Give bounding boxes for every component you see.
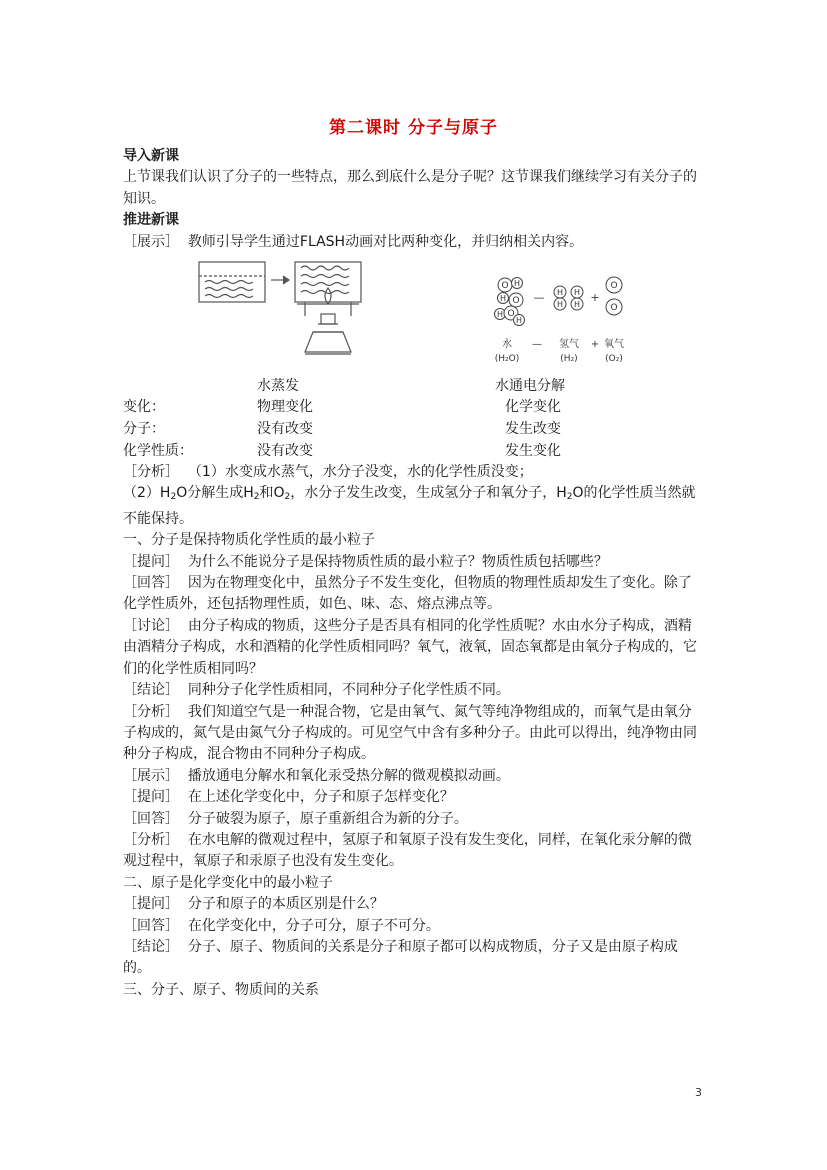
analysis-line-1: （1）水变成水蒸气，水分子没变，水的化学性质没变； [187, 464, 533, 481]
formula-o: O [572, 485, 584, 502]
row-value: 发生改变 [505, 421, 561, 438]
atom-label: O [610, 303, 618, 314]
paragraph [123, 916, 705, 937]
paragraph [123, 573, 705, 616]
paragraph-tag: ［回答］ [123, 810, 179, 827]
analysis-text: 分解生成 [187, 485, 244, 502]
atom-label: H [556, 288, 564, 298]
comparison-row [123, 419, 705, 440]
paragraph [123, 894, 705, 915]
atom-label: H [573, 288, 581, 298]
analysis-line-2 [123, 483, 705, 530]
paragraph-tag: ［结论］ [123, 682, 179, 699]
formula-sub: 2 [284, 492, 291, 503]
comparison-row [123, 441, 705, 462]
paragraph-text: 为什么不能说分子是保持物质性质的最小粒子？物质性质包括哪些？ [187, 553, 608, 570]
intro-heading: 导入新课 [123, 148, 179, 164]
page-title: 第二课时 分子与原子 [329, 118, 498, 138]
hydrogen-label: 氢气 [559, 339, 579, 351]
column-header: 水通电分解 [495, 378, 565, 395]
paragraph [123, 702, 705, 766]
alcohol-lamp [305, 332, 351, 352]
formula-sub: 2 [170, 492, 177, 503]
water-formula: (H₂O) [494, 354, 520, 365]
row-label: 变化： [123, 399, 165, 416]
row-value: 化学变化 [505, 399, 561, 416]
intro-text: 上节课我们认识了分子的一些特点，那么到底什么是分子呢？这节课我们继续学习有关分子的知识。 [123, 169, 697, 207]
left-beaker [199, 262, 265, 302]
paragraph [123, 552, 705, 573]
row-value: 发生变化 [505, 443, 561, 460]
evaporation-figure [193, 256, 393, 374]
paragraph [123, 616, 705, 680]
oxygen-formula: (O₂) [605, 354, 623, 365]
atom-label: H [496, 310, 504, 320]
paragraph [123, 830, 705, 873]
page-number: 3 [695, 1086, 702, 1099]
paragraph [123, 680, 705, 701]
section-heading-1: 一、分子是保持物质化学性质的最小粒子 [123, 532, 375, 549]
row-value: 没有改变 [257, 443, 313, 460]
formula-sub: 2 [253, 492, 260, 503]
section-heading-3: 三、分子、原子、物质间的关系 [123, 981, 319, 998]
paragraph-tag: ［提问］ [123, 789, 179, 806]
paragraph-tag: ［分析］ [123, 831, 179, 848]
paragraph-text: 因为在物理变化中，虽然分子不发生变化，但物质的物理性质却发生了变化。除了化学性质外，还包括物理性质，如色、味、态、熔点沸点等。 [123, 575, 692, 613]
atom-label: H [499, 294, 507, 304]
water-label: 水 [502, 339, 512, 351]
paragraph-tag: ［展示］ [123, 233, 179, 250]
paragraph-text: 分子、原子、物质间的关系是分子和原子都可以构成物质，分子又是由原子构成的。 [123, 938, 678, 977]
lesson-heading: 推进新课 [123, 212, 179, 229]
paragraph-text: 教师引导学生通过FLASH动画对比两种变化，并归纳相关内容。 [187, 233, 584, 250]
display-paragraph [123, 232, 705, 253]
paragraph-tag: ［提问］ [123, 896, 179, 913]
paragraph-text: 我们知道空气是一种混合物，它是由氧气、氮气等纯净物组成的，而氧气是由氧分子构成的，氮气是由氮气分子构成的。可见空气中含有多种分子。由此可以得出，纯净物由同种分子构成，混合物由不同种分子构成。 [123, 703, 697, 763]
paragraph-tag: ［讨论］ [123, 617, 179, 634]
paragraph-text: 分子破裂为原子，原子重新组合为新的分子。 [187, 810, 468, 827]
paragraph-tag: ［回答］ [123, 917, 179, 934]
analysis-paragraph [123, 462, 705, 483]
analysis-text: 的化学性质当然就不能保持。 [123, 485, 696, 527]
comparison-header-row [123, 376, 705, 397]
paragraph-text: 分子和原子的本质区别是什么？ [187, 896, 384, 913]
row-value: 没有改变 [257, 421, 313, 438]
hydrogen-formula: (H₂) [560, 354, 578, 365]
row-label: 分子： [123, 421, 165, 438]
comparison-row [123, 397, 705, 418]
paragraph-text: 由分子构成的物质，这些分子是否具有相同的化学性质呢？水由水分子构成，酒精由酒精分子构成，水和酒精的化学性质相同吗？氧气，液氧，固态氧都是由氧分子构成的，它们的化学性质相同吗？ [123, 617, 697, 677]
paragraph [123, 766, 705, 787]
document-body [123, 146, 705, 1001]
paragraph-text: 同种分子化学性质相同，不同种分子化学性质不同。 [187, 682, 510, 699]
atom-label: H [556, 300, 564, 310]
formula-o: O [273, 485, 285, 502]
paragraph-text: 播放通电分解水和氧化汞受热分解的微观模拟动画。 [187, 767, 510, 784]
paragraph-tag: ［结论］ [123, 938, 179, 955]
plus-sign: + [590, 291, 600, 305]
paragraph [123, 809, 705, 830]
atom-label: H [515, 316, 523, 326]
figures-row [123, 256, 705, 374]
formula-h: H [243, 485, 254, 502]
analysis-text: 和 [259, 485, 274, 502]
atom-label: H [573, 300, 581, 310]
paragraph [123, 937, 705, 980]
atom-label: O [501, 281, 509, 292]
atom-label: O [507, 309, 515, 320]
row-label: 化学性质： [123, 443, 193, 460]
paragraph-tag: ［回答］ [123, 575, 179, 592]
section-heading-2: 二、原子是化学变化中的最小粒子 [123, 874, 333, 891]
atom-label: O [512, 296, 520, 307]
formula-sub: 2 [566, 492, 573, 503]
paragraph [123, 787, 705, 808]
paragraph-tag: ［提问］ [123, 553, 179, 570]
comparison-table [123, 376, 705, 462]
paragraph-text: 在上述化学变化中，分子和原子怎样变化？ [187, 789, 454, 806]
formula-h: H [159, 485, 171, 502]
oxygen-label: 氧气 [604, 339, 624, 351]
formula-h: H [556, 485, 567, 502]
reaction-dash: — [532, 339, 542, 351]
column-header: 水蒸发 [257, 378, 299, 395]
analysis-text: （2） [123, 485, 160, 502]
reaction-dash: — [533, 291, 545, 305]
paragraph-text: 在水电解的微观过程中，氢原子和氧原子没有发生变化，同样，在氧化汞分解的微观过程中，氧原子和汞原子也没有发生变化。 [123, 831, 692, 870]
row-value: 物理变化 [257, 399, 313, 416]
atom-label: H [513, 279, 521, 289]
atom-label: O [610, 281, 618, 292]
paragraph-tag: ［展示］ [123, 767, 179, 784]
paragraph-tag: ［分析］ [123, 464, 179, 481]
electrolysis-figure [489, 256, 639, 374]
formula-o: O [176, 485, 188, 502]
lamp-neck [321, 314, 335, 324]
paragraph-text: 在化学变化中，分子可分，原子不可分。 [187, 917, 440, 934]
analysis-text: ，水分子发生改变，生成氢分子和氧分子， [290, 485, 557, 502]
plus-sign: + [590, 339, 600, 351]
paragraph-tag: ［分析］ [123, 703, 179, 720]
